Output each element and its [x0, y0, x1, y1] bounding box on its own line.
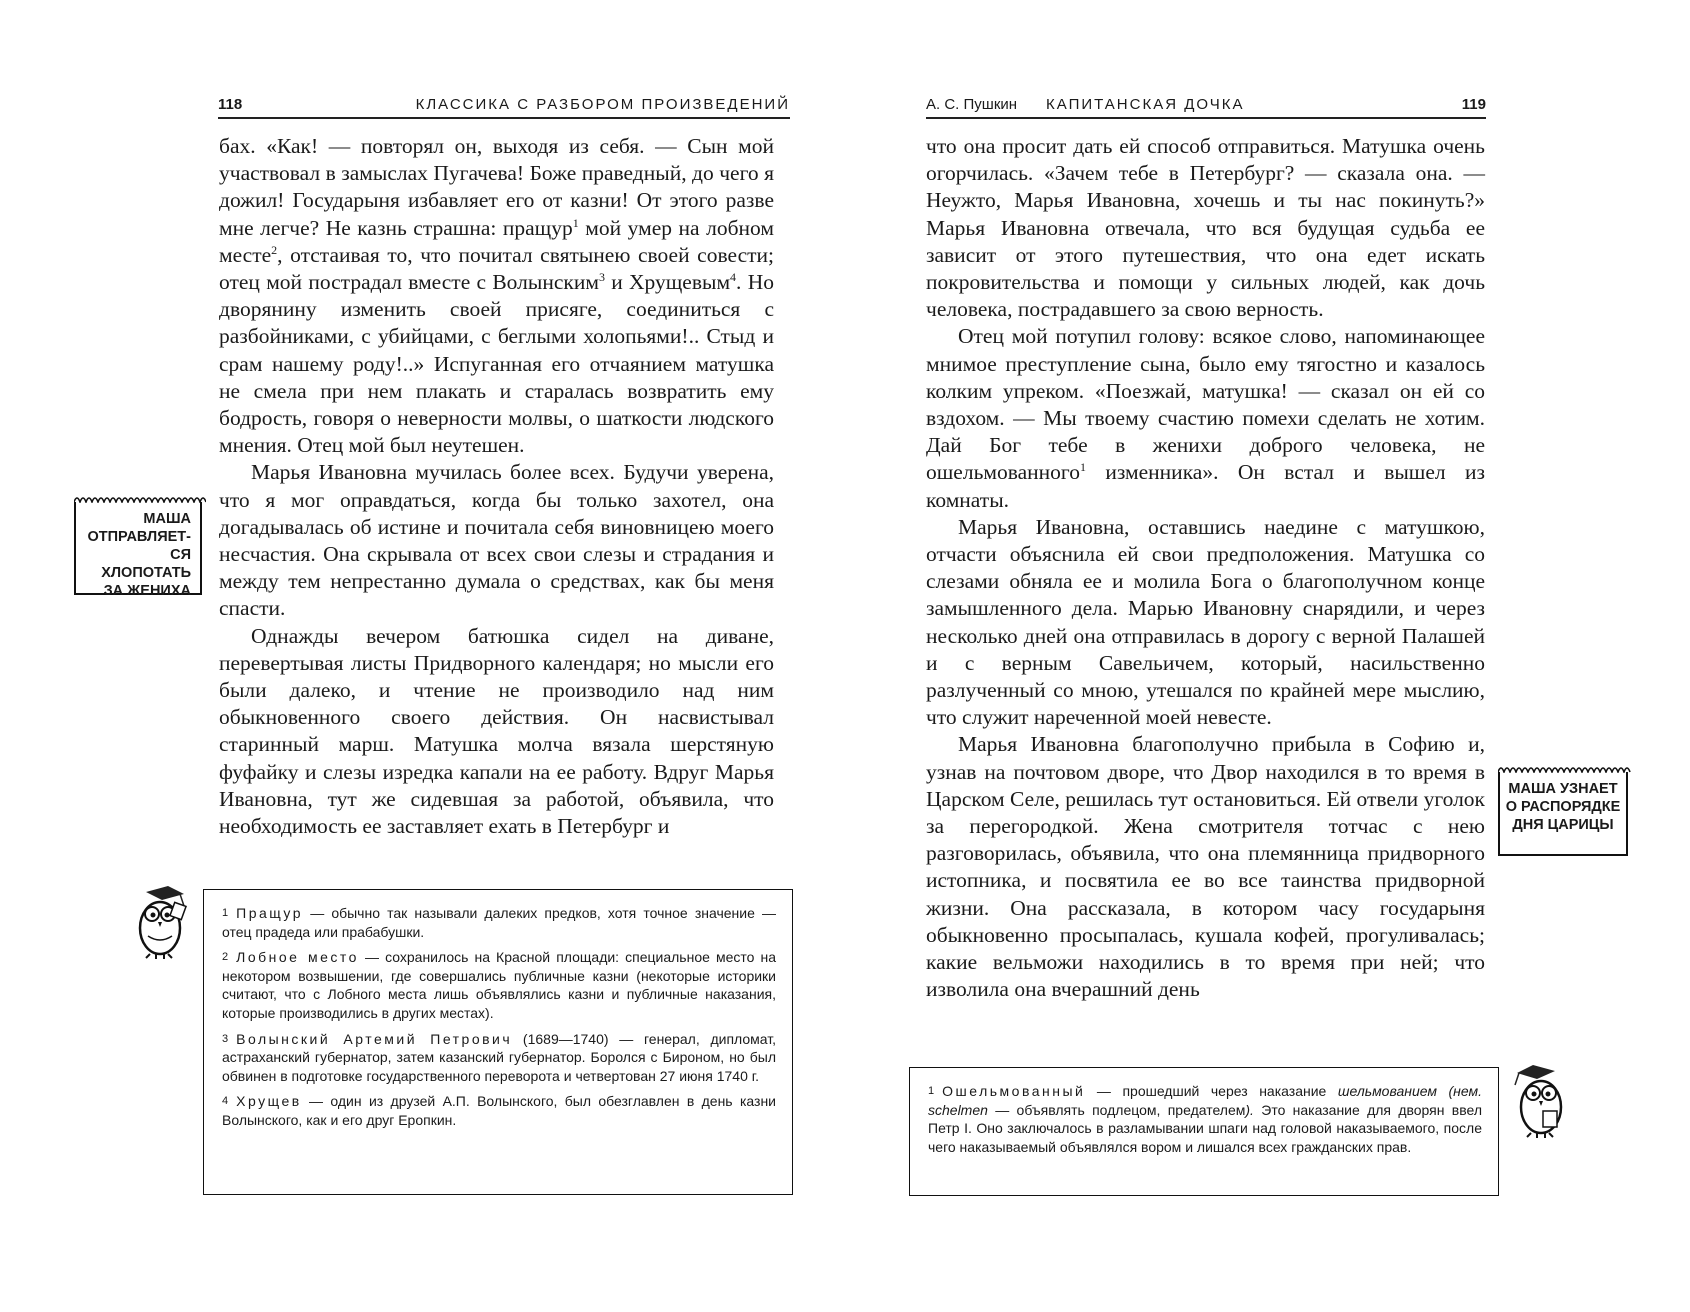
footnote-ref: 3 [598, 269, 605, 284]
footnote: $^2$ Лобное место — сохранилось на Красной площади: специальное место на некотором возвышении, где совершались публичные казни (некоторые историки считают, что с Лобного места лишь объявлялись казни и публичные наказания, которые производились в других местах). [222, 949, 777, 1021]
footnote: $^4$ Хрущев — один из друзей А.П. Волынского, был обезглавлен в день казни Волынского, как и его друг Еропкин. [222, 1093, 776, 1128]
body-paragraph: что она просит дать ей способ отправиться. Матушка очень огорчилась. «Зачем тебе в Петербург? — сказала она. — Неужто, Марья Ивановна, хочешь и ты нас покинуть?» Марья Ивановна отвечала, что вся будущая судьба ее зависит от этого путешествия, что она едет искать покровительства и помощи у сильных людей, как дочь человека, пострадавшего за свою верность. [926, 134, 1485, 322]
right-footnotes [909, 1067, 1499, 1196]
body-paragraph: Марья Ивановна благополучно прибыла в Софию и, узнав на почтовом дворе, что Двор находился в то время в Царском Селе, решилась тут остановиться. Ей отвели уголок за перегородкой. Жена смотрителя тотчас с нею разговорилась, объявила, что она племянница придворного истопника, и посвятила ее во все таинства придворной жизни. Она рассказала, в котором часу государыня обыкновенно просыпалась, кушала кофей, прогуливалась; какие вельможи находились в то время при ней; что изволила она вчерашний день [926, 732, 1485, 1002]
note-line: МАША УЗНАЕТ [1508, 781, 1618, 797]
right-margin-note [1498, 770, 1628, 856]
footnote: $^1$ Пращур — обычно так называли далеких предков, хотя точное значение — отец прадеда или прабабушки. [222, 905, 776, 940]
body-paragraph: бах. «Как! — повторял он, выходя из себя. — Сын мой участвовал в замыслах Пугачева! Боже праведный, до чего я дожил! Государыня избавляет его от казни! От этого разве мне легче? Не казнь страшна: пращур$^1$ мой умер на лобном месте$^2$, отстаивая то, что почитал святынею своей совести; отец мой пострадал вместе с Волынским$^3$ и Хрущевым$^4$. Но дворянину изменить своей присяге, соединиться с разбойниками, с убийцами, с беглыми холопьями!.. Стыд и срам нашему роду!..» Испуганная его отчаянием матушка не смела при нем плакать и старалась возвратить ему бодрость, говоря о неверности молвы, о шаткости людского мнения. Отец мой был неутешен. [219, 134, 774, 458]
owl-scholar-icon [1507, 1063, 1573, 1139]
right-page-header [926, 95, 1486, 119]
right-page-number: 119 [1461, 96, 1486, 113]
body-paragraph: Однажды вечером батюшка сидел на диване, перевертывая листы Придворного календаря; но мысли его были далеко, и чтение не производило над ним обыкновенного своего действия. Он насвистывал старинный марш. Матушка молча вязала шерстяную фуфайку и слезы изредка капали на ее работу. Вдруг Марья Ивановна, тут же сидевшая за работой, объявила, что необходимость ее заставляет ехать в Петербург и [219, 623, 774, 839]
body-paragraph: Отец мой потупил голову: всякое слово, напоминающее мнимое преступление сына, было ему тягостно и казалось колким упреком. «Поезжай, матушка! — сказал он ей со вздохом. — Мы твоему счастию помехи сделать не хотим. Дай Бог тебе в женихи доброго человека, не ошельмованного$^1$ изменника». Он встал и вышел из комнаты. [926, 324, 1485, 512]
left-page-number: 118 [218, 96, 243, 113]
left-running-title: КЛАССИКА С РАЗБОРОМ ПРОИЗВЕДЕНИЙ [415, 96, 790, 113]
zigzag-edge-icon [1498, 763, 1632, 773]
footnote: $^1$ Ошельмованный — прошедший через наказание шельмованием (нем. schelmen — объявлять подлецом, предателем). Это наказание для дворян ввел Петр I. Оно заключалось в разламывании шпаги над головой наказываемого, после чего наказываемый объявлялся вором и лишался всех гражданских прав. [928, 1083, 1483, 1155]
right-page-body [926, 133, 1485, 1004]
note-line: ОТПРАВЛЯЕТ- [87, 529, 191, 545]
right-running-title: КАПИТАНСКАЯ ДОЧКА [1046, 96, 1245, 113]
footnote: $^3$ Волынский Артемий Петрович (1689—1740) — генерал, дипломат, астраханский губернатор, затем казанский губернатор. Боролся с Бироном, но был обвинен в подготовке государственного переворота и четвертован 27 июня 1740 г. [222, 1030, 776, 1084]
zigzag-edge-icon [74, 493, 206, 503]
note-line: ЗА ЖЕНИХА [103, 583, 191, 599]
left-footnotes [203, 889, 793, 1195]
note-line: О РАСПОРЯДКЕ [1505, 799, 1621, 815]
footnote-ref: 1 [1079, 460, 1086, 475]
left-page-header [218, 95, 790, 119]
footnote-ref: 2 [271, 242, 278, 257]
note-line: МАША [143, 511, 191, 527]
body-paragraph: Марья Ивановна мучилась более всех. Будучи уверена, что я мог оправдаться, когда бы только захотел, она догадывалась об истине и почитала себя виновницею моего несчастия. Она скрывала от всех свои слезы и страдания и между тем непрестанно думала о средствах, как бы меня спасти. [219, 460, 774, 621]
footnote-ref: 4 [730, 269, 737, 284]
left-page-body [219, 133, 774, 840]
note-line: ДНЯ ЦАРИЦЫ [1512, 817, 1614, 833]
owl-scholar-icon [128, 884, 194, 960]
left-margin-note [74, 500, 202, 599]
body-paragraph: Марья Ивановна, оставшись наедине с матушкою, отчасти объяснила ей свои предположения. Матушка со слезами обняла ее и молила Бога о благополучном конце замышленного дела. Марью Ивановну снарядили, и через несколько дней она отправилась в дорогу с верной Палашей и с верным Савельичем, который, насильственно разлученный со мною, утешался по крайней мере мыслию, что служит нареченной моей невесте. [926, 514, 1485, 730]
note-line: СЯ ХЛОПОТАТЬ [101, 547, 191, 581]
right-running-author: А. С. Пушкин [926, 96, 1018, 113]
footnote-ref: 1 [572, 215, 579, 230]
